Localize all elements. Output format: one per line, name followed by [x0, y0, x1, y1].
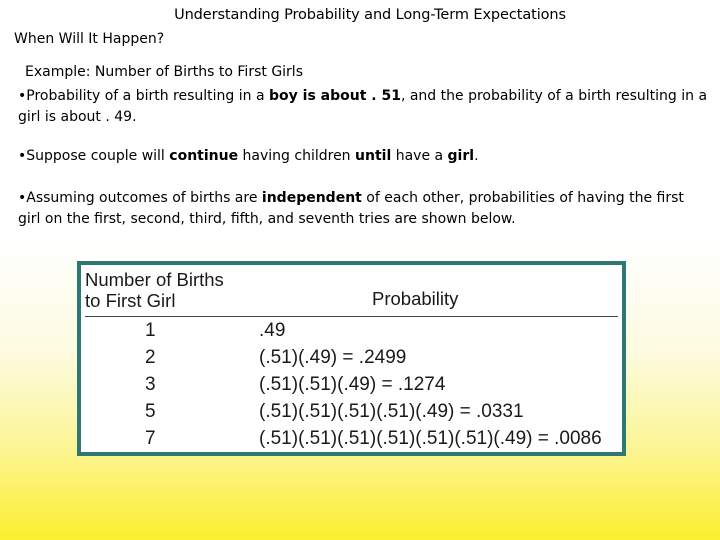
probability-cell: .49 — [259, 320, 286, 341]
probability-cell: (.51)(.49) = .2499 — [259, 347, 407, 368]
bullet-text: Suppose couple will — [26, 148, 170, 164]
births-cell: 7 — [145, 428, 156, 449]
page-subtitle: When Will It Happen? — [14, 31, 165, 47]
example-heading: Example: Number of Births to First Girls — [25, 64, 303, 80]
bullet-marker: • — [18, 88, 27, 104]
probability-table — [77, 261, 626, 456]
table-header-births-line1: Number of Births — [85, 269, 224, 290]
table-header-divider — [85, 316, 618, 317]
bullet-text: , and the probability of a birth resulting in a girl is about . 49. — [18, 88, 708, 125]
table-header-births-line2: to First Girl — [85, 290, 176, 311]
bullet-independent — [18, 188, 708, 230]
bullet-emphasis: until — [355, 148, 392, 164]
probability-cell: (.51)(.51)(.51)(.51)(.51)(.51)(.49) = .0086 — [259, 428, 602, 449]
bullet-marker: • — [18, 148, 27, 164]
bullet-emphasis: boy is about . 51 — [269, 88, 401, 104]
births-cell: 3 — [145, 374, 156, 395]
bullet-text: Probability of a birth resulting in a — [26, 88, 269, 104]
table-header-probability: Probability — [372, 288, 459, 309]
table-header-births — [85, 269, 224, 311]
bullet-text: . — [474, 148, 479, 164]
bullet-emphasis: girl — [447, 148, 475, 164]
table-row — [81, 401, 622, 428]
bullet-text: have a — [391, 148, 448, 164]
bullet-text: having children — [238, 148, 356, 164]
births-cell: 2 — [145, 347, 156, 368]
births-cell: 1 — [145, 320, 156, 341]
bullet-probability — [18, 86, 708, 128]
table-row — [81, 347, 622, 374]
births-cell: 5 — [145, 401, 156, 422]
table-row — [81, 374, 622, 401]
bullet-suppose — [18, 146, 708, 167]
table-row — [81, 428, 622, 455]
bullet-text: Assuming outcomes of births are — [26, 190, 262, 206]
page-title: Understanding Probability and Long-Term Expectations — [174, 7, 566, 23]
bullet-emphasis: independent — [261, 190, 362, 206]
probability-cell: (.51)(.51)(.51)(.51)(.49) = .0331 — [259, 401, 524, 422]
probability-cell: (.51)(.51)(.49) = .1274 — [259, 374, 446, 395]
bullet-marker: • — [18, 190, 27, 206]
bullet-text: of each other, probabilities of having the first girl on the first, second, third, fifth, and seventh tries are shown below. — [18, 190, 684, 227]
bullet-emphasis: continue — [169, 148, 239, 164]
table-row — [81, 320, 622, 347]
